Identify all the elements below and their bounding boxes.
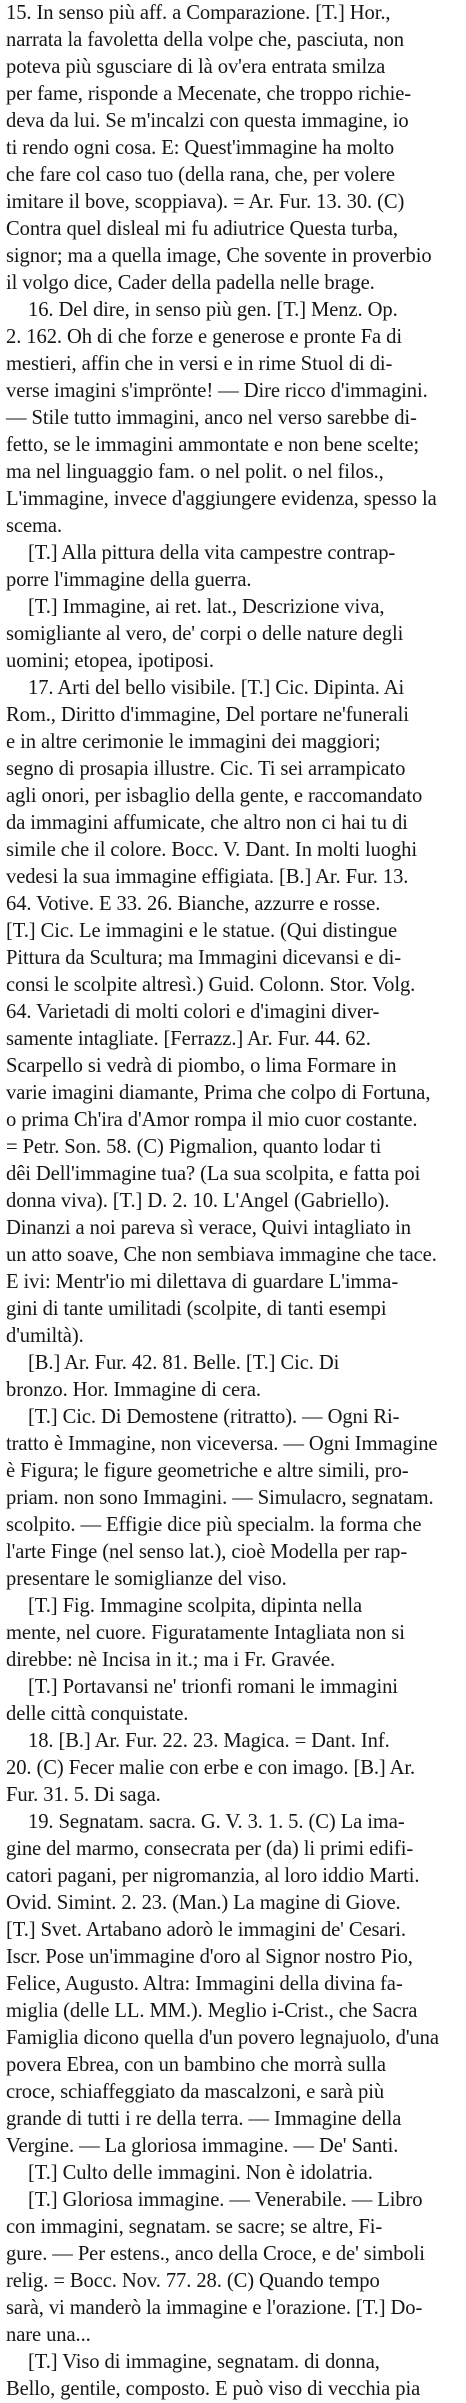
text-line: il volgo dice, Cader della padella nelle brage. <box>6 272 375 294</box>
text-line: gini di tante umilitadi (scolpite, di tanti esempi <box>6 1298 387 1320</box>
text-line: 16. Del dire, in senso più gen. [T.] Menz. Op. <box>28 299 398 321</box>
text-line: con immagini, segnatam. se sacre; se altre, Fi- <box>6 2216 383 2238</box>
text-line: delle città conquistate. <box>6 1703 189 1725</box>
text-line: gure. — Per estens., anco della Croce, e de' simboli <box>6 2243 425 2265</box>
text-line: Famiglia dicono quella d'un povero legnajuolo, d'una <box>6 2027 439 2049</box>
text-line: gine del marmo, consecrata per (da) li primi edifi- <box>6 1838 414 1860</box>
text-line: [T.] Svet. Artabano adorò le immagini de' Cesari. <box>6 1919 406 1941</box>
text-line: ti rendo ogni cosa. E: Quest'immagine ha molto <box>6 137 395 159</box>
text-line: dêi Dell'immagine tua? (La sua scolpita, e fatta poi <box>6 1163 421 1185</box>
text-line: segno di prosapia illustre. Cic. Ti sei arrampicato <box>6 758 406 780</box>
text-line: Bello, gentile, composto. E può viso di vecchia pia <box>6 2378 421 2400</box>
text-line: ma nel linguaggio fam. o nel polit. o nel filos., <box>6 461 384 483</box>
text-line: relig. = Bocc. Nov. 77. 28. (C) Quando tempo <box>6 2270 380 2292</box>
text-line: 15. In senso più aff. a Comparazione. [T.] Hor., <box>6 2 391 24</box>
text-line: [T.] Immagine, ai ret. lat., Descrizione viva, <box>28 596 385 618</box>
text-line: scema. <box>6 515 63 537</box>
text-line: un atto soave, Che non sembiava immagine che tace. <box>6 1244 437 1266</box>
text-line: varie imagini diamante, Prima che colpo di Fortuna, <box>6 1082 431 1104</box>
text-line: [T.] Cic. Le immagini e le statue. (Qui distingue <box>6 920 398 942</box>
text-line: 17. Arti del bello visibile. [T.] Cic. Dipinta. Ai <box>28 677 405 699</box>
text-line: consi le scolpite altresì.) Guid. Colonn. Stor. Volg. <box>6 974 416 996</box>
text-line: samente intagliate. [Ferrazz.] Ar. Fur. 44. 62. <box>6 1028 371 1050</box>
text-line: mestieri, affin che in versi e in rime Stuol di di- <box>6 353 393 375</box>
text-line: 18. [B.] Ar. Fur. 22. 23. Magica. = Dant. Inf. <box>28 1730 390 1752</box>
text-line: Scarpello si vedrà di piombo, o lima Formare in <box>6 1055 397 1077</box>
text-line: da immagini affumicate, che altro non ci hai tu di <box>6 812 408 834</box>
text-line: Contra quel disleal mi fu adiutrice Questa turba, <box>6 218 398 240</box>
text-line: direbbe: nè Incisa in it.; ma i Fr. Gravée. <box>6 1649 336 1671</box>
text-line: o prima Ch'ira d'Amor rompa il mio cuor costante. <box>6 1109 418 1131</box>
text-line: vedesi la sua immagine effigiata. [B.] Ar. Fur. 13. <box>6 866 409 888</box>
text-line: 64. Varietadi di molti colori e d'imagini diver- <box>6 1001 380 1023</box>
text-line: Iscr. Pose un'immagine d'oro al Signor nostro Pio, <box>6 1946 413 1968</box>
text-line: Ovid. Simint. 2. 23. (Man.) La magine di Giove. <box>6 1892 401 1914</box>
text-line: L'immagine, invece d'aggiungere evidenza, spesso la <box>6 488 437 510</box>
text-line: [T.] Fig. Immagine scolpita, dipinta nella <box>28 1595 362 1617</box>
text-line: tratto è Immagine, non viceversa. — Ogni Immagine <box>6 1433 438 1455</box>
text-line: deva da lui. Se m'incalzi con questa immagine, io <box>6 110 409 132</box>
text-line: — Stile tutto immagini, anco nel verso sarebbe di- <box>6 407 417 429</box>
text-line: Fur. 31. 5. Di saga. <box>6 1784 161 1806</box>
text-line: = Petr. Son. 58. (C) Pigmalion, quanto lodar ti <box>6 1136 382 1158</box>
text-line: e in altre cerimonie le immagini dei maggiori; <box>6 731 381 753</box>
text-line: miglia (delle LL. MM.). Meglio i-Crist., che Sacra <box>6 2000 418 2022</box>
text-line: 2. 162. Oh di che forze e generose e pronte Fa di <box>6 326 402 348</box>
text-line: Rom., Diritto d'immagine, Del portare ne'funerali <box>6 704 409 726</box>
text-line: croce, schiaffeggiato da mascalzoni, e sarà più <box>6 2081 385 2103</box>
text-line: 20. (C) Fecer malie con erbe e con imago. [B.] Ar. <box>6 1757 416 1779</box>
text-line: [B.] Ar. Fur. 42. 81. Belle. [T.] Cic. Di <box>28 1352 340 1374</box>
text-line: narrata la favoletta della volpe che, pasciuta, non <box>6 29 405 51</box>
text-line: Pittura da Scultura; ma Immagini dicevansi e di- <box>6 947 401 969</box>
text-line: scolpito. — Effigie dice più specialm. la forma che <box>6 1514 422 1536</box>
text-line: nare una... <box>6 2324 91 2346</box>
text-line: per fame, risponde a Mecenate, che troppo richie- <box>6 83 412 105</box>
text-line: sarà, vi manderò la immagine e l'orazione. [T.] Do- <box>6 2297 423 2319</box>
text-line: E ivi: Mentr'io mi dilettava di guardare L'imma- <box>6 1271 399 1293</box>
text-line: povera Ebrea, con un bambino che morrà sulla <box>6 2054 386 2076</box>
text-line: presentare le somiglianze del viso. <box>6 1568 287 1590</box>
text-line: [T.] Alla pittura della vita campestre contrap- <box>28 542 396 564</box>
text-line: donna viva). [T.] D. 2. 10. L'Angel (Gabriello). <box>6 1190 390 1212</box>
text-line: mente, nel cuore. Figuratamente Intagliata non si <box>6 1622 405 1644</box>
text-line: [T.] Viso di immagine, segnatam. di donna, <box>28 2351 380 2373</box>
text-line: [T.] Culto delle immagini. Non è idolatria. <box>28 2162 373 2184</box>
text-line: porre l'immagine della guerra. <box>6 569 252 591</box>
text-line: [T.] Cic. Di Demostene (ritratto). — Ogni Ri- <box>28 1406 400 1428</box>
text-line: d'umiltà). <box>6 1325 84 1347</box>
text-line: priam. non sono Immagini. — Simulacro, segnatam. <box>6 1487 434 1509</box>
text-line: Felice, Augusto. Altra: Immagini della divina fa- <box>6 1973 403 1995</box>
text-line: uomini; etopea, ipotiposi. <box>6 650 214 672</box>
text-line: catori pagani, per nigromanzia, al loro iddio Marti. <box>6 1865 420 1887</box>
text-line: Dinanzi a noi pareva sì verace, Quivi intagliato in <box>6 1217 411 1239</box>
text-line: [T.] Portavansi ne' trionfi romani le immagini <box>28 1676 398 1698</box>
text-line: che fare col caso tuo (della rana, che, per volere <box>6 164 395 186</box>
text-line: signor; ma a quella image, Che sovente in proverbio <box>6 245 432 267</box>
text-line: agli onori, per isbaglio della gente, e raccomandato <box>6 785 423 807</box>
text-line: l'arte Finge (nel senso lat.), cioè Modella per rap- <box>6 1541 408 1563</box>
text-line: grande di tutti i re della terra. — Immagine della <box>6 2108 402 2130</box>
text-line: 19. Segnatam. sacra. G. V. 3. 1. 5. (C) La ima- <box>28 1811 405 1833</box>
text-line: è Figura; le figure geometriche e altre simili, pro- <box>6 1460 409 1482</box>
text-line: Vergine. — La gloriosa immagine. — De' Santi. <box>6 2135 399 2157</box>
text-line: simile che il colore. Bocc. V. Dant. In molti luoghi <box>6 839 417 861</box>
text-line: somigliante al vero, de' corpi o delle nature degli <box>6 623 404 645</box>
text-line: verse imagini s'imprönte! — Dire ricco d'immagini. <box>6 380 428 402</box>
text-line: bronzo. Hor. Immagine di cera. <box>6 1379 261 1401</box>
text-line: fetto, se le immagini ammontate e non bene scelte; <box>6 434 420 456</box>
text-line: imitare il bove, scoppiava). = Ar. Fur. 13. 30. (C) <box>6 191 405 213</box>
text-line: 64. Votive. E 33. 26. Bianche, azzurre e rosse. <box>6 893 381 915</box>
text-line: [T.] Gloriosa immagine. — Venerabile. — Libro <box>28 2189 423 2211</box>
text-line: poteva più sgusciare di là ov'era entrata smilza <box>6 56 386 78</box>
